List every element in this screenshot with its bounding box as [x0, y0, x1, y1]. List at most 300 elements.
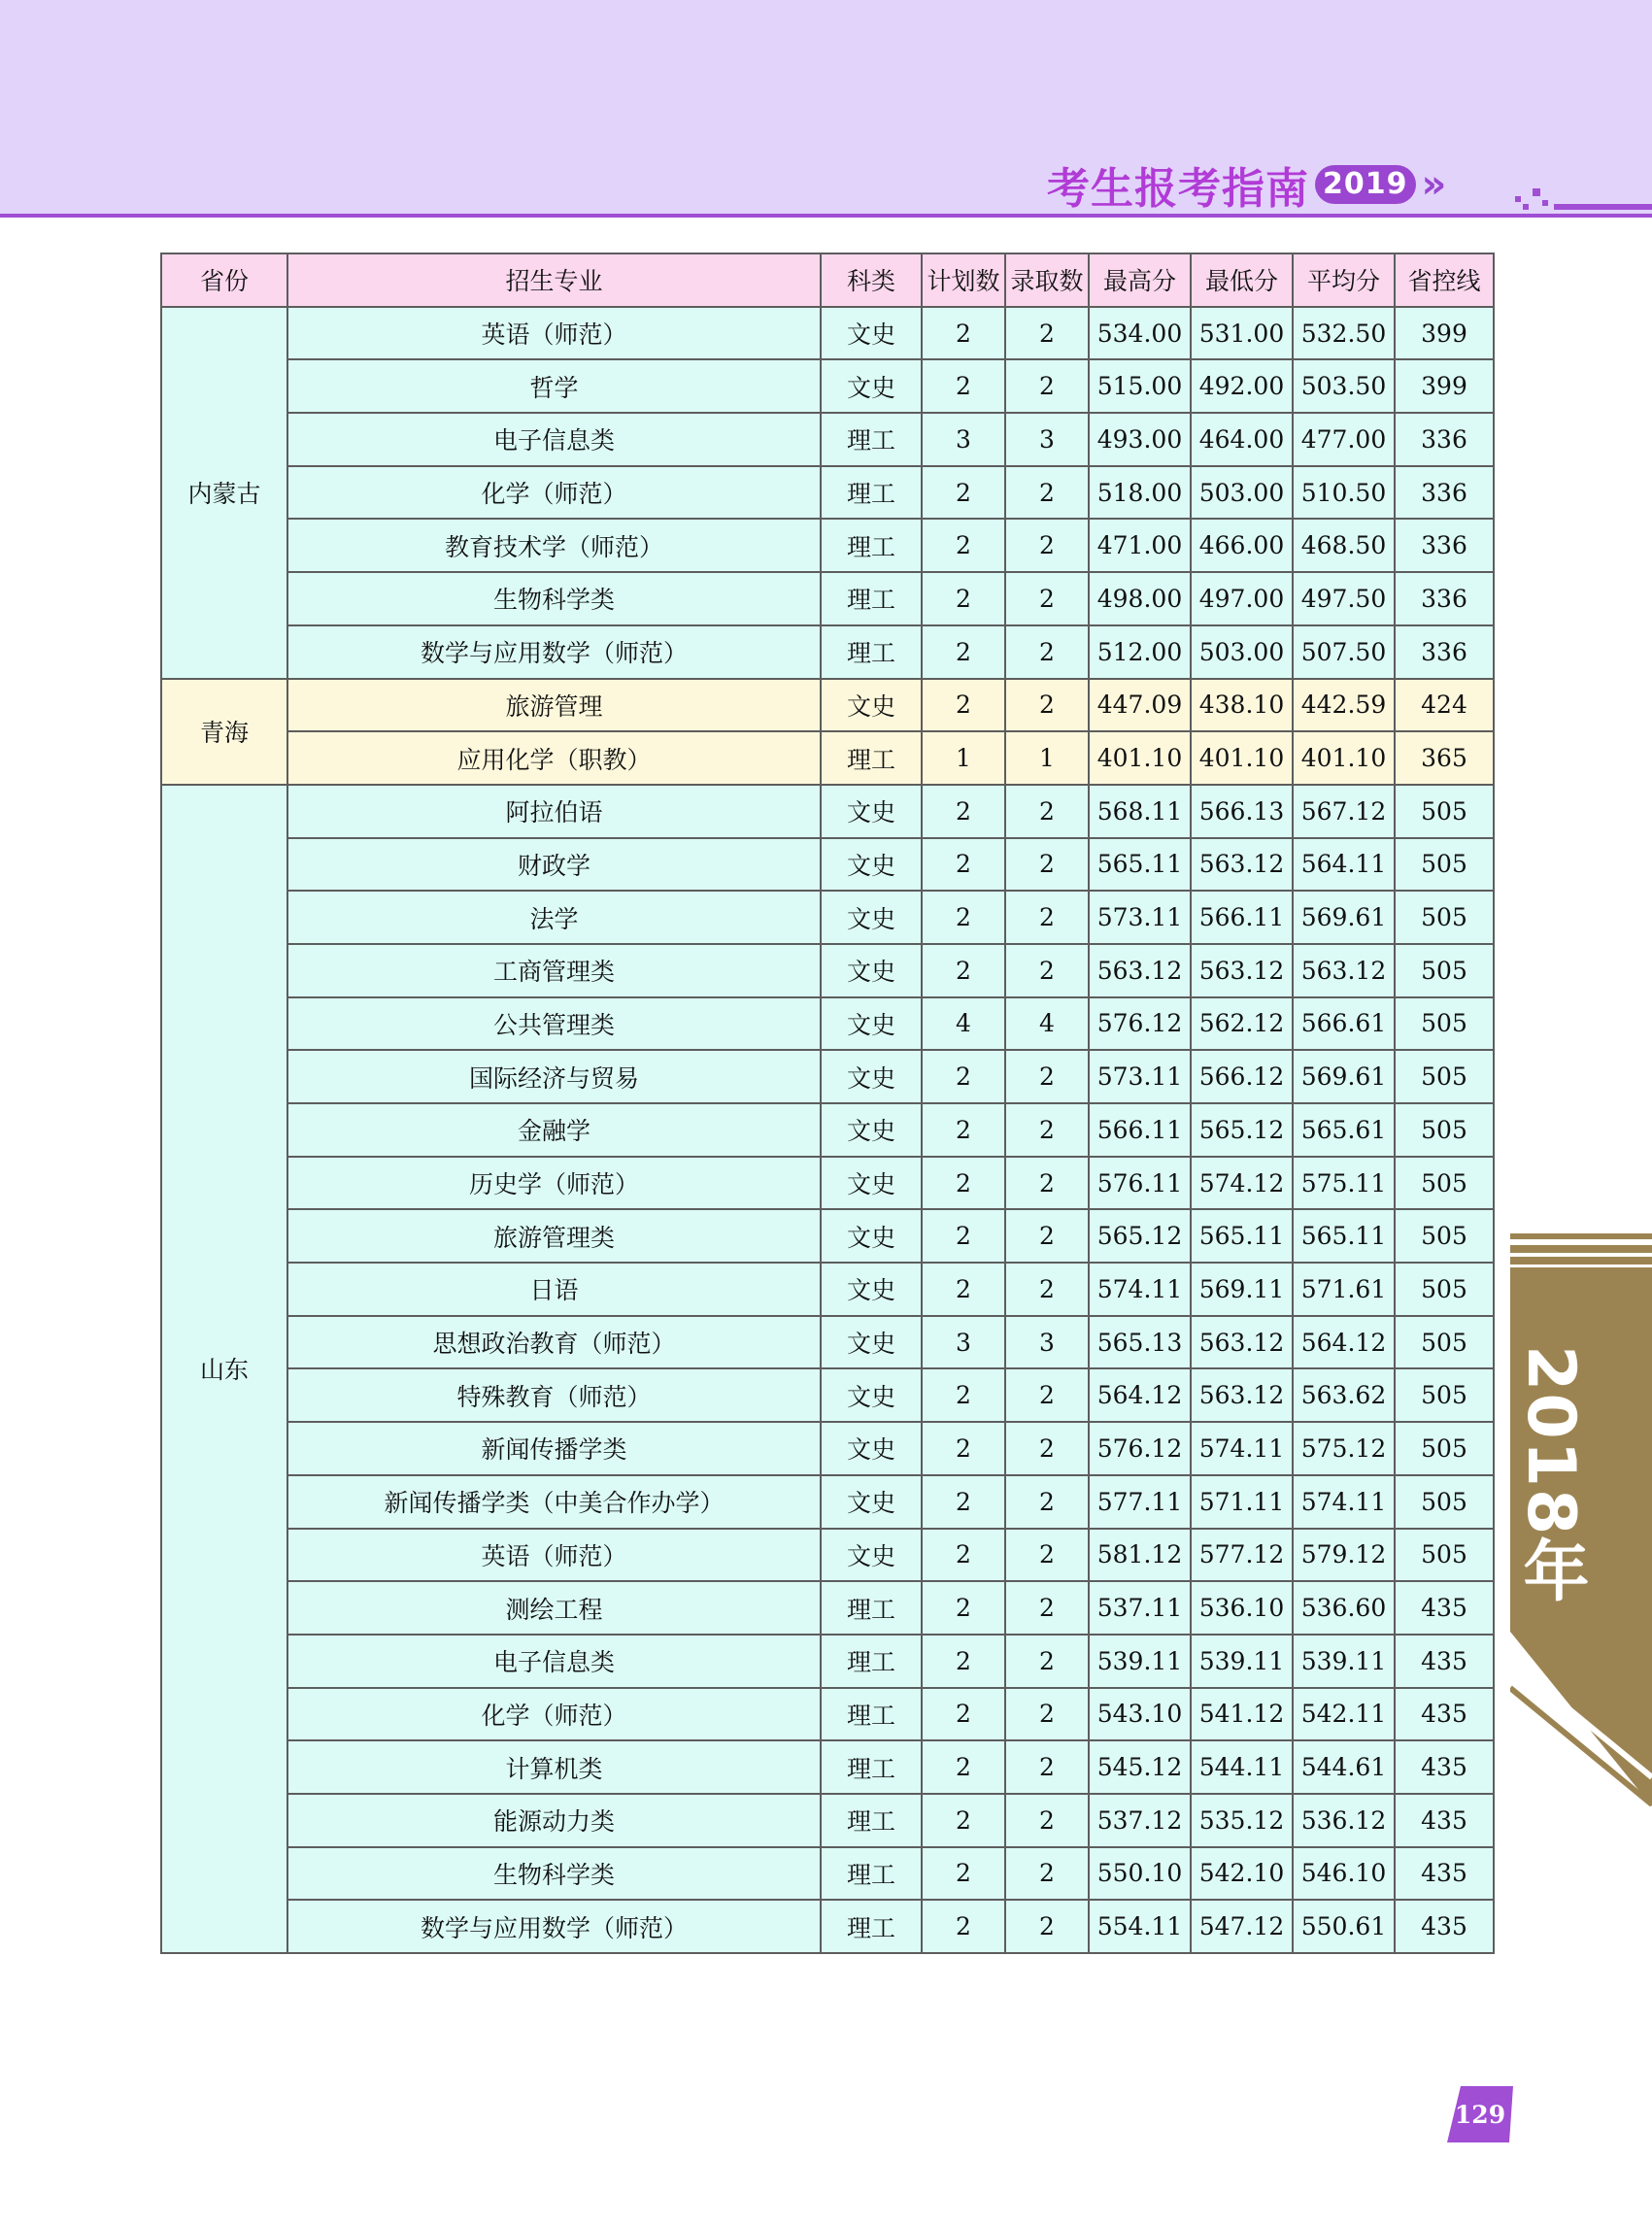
- major-cell: 教育技术学（师范）: [287, 519, 821, 572]
- admitted-count-cell: 2: [1005, 359, 1089, 413]
- table-row: [161, 1422, 1494, 1475]
- table-row: [161, 785, 1494, 838]
- column-header: 最高分: [1089, 253, 1191, 307]
- column-header: 科类: [821, 253, 922, 307]
- admitted-count-cell: 2: [1005, 466, 1089, 520]
- control-line-cell: 505: [1395, 1368, 1494, 1422]
- avg-score-cell: 575.12: [1293, 1422, 1395, 1475]
- admitted-count-cell: 2: [1005, 519, 1089, 572]
- table-row: [161, 1688, 1494, 1741]
- table-row: [161, 1209, 1494, 1263]
- max-score-cell: 577.11: [1089, 1475, 1191, 1529]
- plan-count-cell: 2: [922, 1688, 1005, 1741]
- table-row: [161, 731, 1494, 785]
- major-cell: 应用化学（职教）: [287, 731, 821, 785]
- pixel-decoration-icon: [1515, 175, 1652, 218]
- min-score-cell: 531.00: [1191, 307, 1293, 360]
- max-score-cell: 512.00: [1089, 625, 1191, 679]
- major-cell: 思想政治教育（师范）: [287, 1316, 821, 1369]
- max-score-cell: 573.11: [1089, 891, 1191, 944]
- major-cell: 数学与应用数学（师范）: [287, 1900, 821, 1953]
- control-line-cell: 424: [1395, 679, 1494, 732]
- avg-score-cell: 468.50: [1293, 519, 1395, 572]
- admitted-count-cell: 2: [1005, 1209, 1089, 1263]
- table-row: [161, 519, 1494, 572]
- plan-count-cell: 3: [922, 413, 1005, 466]
- control-line-cell: 435: [1395, 1740, 1494, 1794]
- category-cell: 文史: [821, 997, 922, 1051]
- control-line-cell: 505: [1395, 1209, 1494, 1263]
- table-row: [161, 1635, 1494, 1688]
- control-line-cell: 505: [1395, 1316, 1494, 1369]
- admitted-count-cell: 2: [1005, 625, 1089, 679]
- page-number: 129: [1454, 2100, 1506, 2129]
- control-line-cell: 435: [1395, 1688, 1494, 1741]
- min-score-cell: 464.00: [1191, 413, 1293, 466]
- min-score-cell: 544.11: [1191, 1740, 1293, 1794]
- max-score-cell: 563.12: [1089, 944, 1191, 997]
- max-score-cell: 534.00: [1089, 307, 1191, 360]
- admitted-count-cell: 2: [1005, 1050, 1089, 1103]
- plan-count-cell: 2: [922, 1475, 1005, 1529]
- admitted-count-cell: 2: [1005, 1794, 1089, 1847]
- major-cell: 金融学: [287, 1103, 821, 1157]
- plan-count-cell: 2: [922, 1900, 1005, 1953]
- category-cell: 文史: [821, 1263, 922, 1316]
- max-score-cell: 564.12: [1089, 1368, 1191, 1422]
- column-header: 录取数: [1005, 253, 1089, 307]
- control-line-cell: 399: [1395, 359, 1494, 413]
- avg-score-cell: 442.59: [1293, 679, 1395, 732]
- column-header: 省控线: [1395, 253, 1494, 307]
- plan-count-cell: 2: [922, 466, 1005, 520]
- header-title: [1047, 155, 1447, 214]
- admitted-count-cell: 2: [1005, 1688, 1089, 1741]
- table-row: [161, 1847, 1494, 1901]
- control-line-cell: 505: [1395, 785, 1494, 838]
- table-row: [161, 891, 1494, 944]
- avg-score-cell: 536.12: [1293, 1794, 1395, 1847]
- avg-score-cell: 550.61: [1293, 1900, 1395, 1953]
- table-row: [161, 466, 1494, 520]
- category-cell: 文史: [821, 1157, 922, 1210]
- avg-score-cell: 497.50: [1293, 572, 1395, 625]
- major-cell: 旅游管理类: [287, 1209, 821, 1263]
- table-row: [161, 1368, 1494, 1422]
- table-row: [161, 679, 1494, 732]
- min-score-cell: 574.12: [1191, 1157, 1293, 1210]
- control-line-cell: 336: [1395, 572, 1494, 625]
- province-cell: 山东: [161, 785, 287, 1953]
- plan-count-cell: 2: [922, 1794, 1005, 1847]
- major-cell: 特殊教育（师范）: [287, 1368, 821, 1422]
- category-cell: 文史: [821, 679, 922, 732]
- major-cell: 能源动力类: [287, 1794, 821, 1847]
- table-row: [161, 572, 1494, 625]
- min-score-cell: 438.10: [1191, 679, 1293, 732]
- plan-count-cell: 2: [922, 1635, 1005, 1688]
- major-cell: 新闻传播学类（中美合作办学）: [287, 1475, 821, 1529]
- admitted-count-cell: 2: [1005, 1103, 1089, 1157]
- table-row: [161, 944, 1494, 997]
- min-score-cell: 547.12: [1191, 1900, 1293, 1953]
- chevron-arrows-icon: »: [1421, 162, 1448, 207]
- category-cell: 文史: [821, 838, 922, 892]
- major-cell: 电子信息类: [287, 1635, 821, 1688]
- plan-count-cell: 2: [922, 1529, 1005, 1582]
- admitted-count-cell: 3: [1005, 1316, 1089, 1369]
- major-cell: 测绘工程: [287, 1581, 821, 1635]
- table-row: [161, 1050, 1494, 1103]
- control-line-cell: 505: [1395, 997, 1494, 1051]
- major-cell: 生物科学类: [287, 1847, 821, 1901]
- max-score-cell: 498.00: [1089, 572, 1191, 625]
- category-cell: 理工: [821, 413, 922, 466]
- plan-count-cell: 2: [922, 519, 1005, 572]
- plan-count-cell: 2: [922, 1209, 1005, 1263]
- max-score-cell: 576.12: [1089, 997, 1191, 1051]
- major-cell: 数学与应用数学（师范）: [287, 625, 821, 679]
- admitted-count-cell: 2: [1005, 307, 1089, 360]
- plan-count-cell: 2: [922, 1263, 1005, 1316]
- min-score-cell: 563.12: [1191, 944, 1293, 997]
- control-line-cell: 365: [1395, 731, 1494, 785]
- max-score-cell: 543.10: [1089, 1688, 1191, 1741]
- major-cell: 电子信息类: [287, 413, 821, 466]
- table-row: [161, 1900, 1494, 1953]
- table-row: [161, 413, 1494, 466]
- admitted-count-cell: 2: [1005, 944, 1089, 997]
- max-score-cell: 565.11: [1089, 838, 1191, 892]
- category-cell: 文史: [821, 359, 922, 413]
- plan-count-cell: 2: [922, 1157, 1005, 1210]
- plan-count-cell: 2: [922, 679, 1005, 732]
- admitted-count-cell: 2: [1005, 1368, 1089, 1422]
- table-header-row: [161, 253, 1494, 307]
- min-score-cell: 574.11: [1191, 1422, 1293, 1475]
- max-score-cell: 471.00: [1089, 519, 1191, 572]
- control-line-cell: 505: [1395, 1050, 1494, 1103]
- avg-score-cell: 507.50: [1293, 625, 1395, 679]
- min-score-cell: 566.11: [1191, 891, 1293, 944]
- category-cell: 理工: [821, 1581, 922, 1635]
- avg-score-cell: 510.50: [1293, 466, 1395, 520]
- major-cell: 英语（师范）: [287, 1529, 821, 1582]
- control-line-cell: 336: [1395, 413, 1494, 466]
- table-row: [161, 1475, 1494, 1529]
- avg-score-cell: 575.11: [1293, 1157, 1395, 1210]
- control-line-cell: 435: [1395, 1581, 1494, 1635]
- max-score-cell: 565.12: [1089, 1209, 1191, 1263]
- category-cell: 理工: [821, 1688, 922, 1741]
- table-body: [161, 307, 1494, 1953]
- control-line-cell: 505: [1395, 1529, 1494, 1582]
- avg-score-cell: 579.12: [1293, 1529, 1395, 1582]
- admitted-count-cell: 2: [1005, 1263, 1089, 1316]
- category-cell: 理工: [821, 625, 922, 679]
- control-line-cell: 505: [1395, 891, 1494, 944]
- avg-score-cell: 564.11: [1293, 838, 1395, 892]
- min-score-cell: 535.12: [1191, 1794, 1293, 1847]
- avg-score-cell: 565.61: [1293, 1103, 1395, 1157]
- major-cell: 日语: [287, 1263, 821, 1316]
- plan-count-cell: 2: [922, 1847, 1005, 1901]
- max-score-cell: 545.12: [1089, 1740, 1191, 1794]
- admitted-count-cell: 3: [1005, 413, 1089, 466]
- major-cell: 计算机类: [287, 1740, 821, 1794]
- avg-score-cell: 546.10: [1293, 1847, 1395, 1901]
- avg-score-cell: 503.50: [1293, 359, 1395, 413]
- plan-count-cell: 2: [922, 307, 1005, 360]
- category-cell: 文史: [821, 891, 922, 944]
- min-score-cell: 497.00: [1191, 572, 1293, 625]
- avg-score-cell: 565.11: [1293, 1209, 1395, 1263]
- category-cell: 理工: [821, 572, 922, 625]
- max-score-cell: 576.12: [1089, 1422, 1191, 1475]
- table-row: [161, 625, 1494, 679]
- header-rule: [0, 214, 1652, 218]
- max-score-cell: 537.12: [1089, 1794, 1191, 1847]
- min-score-cell: 577.12: [1191, 1529, 1293, 1582]
- major-cell: 国际经济与贸易: [287, 1050, 821, 1103]
- control-line-cell: 505: [1395, 1157, 1494, 1210]
- control-line-cell: 505: [1395, 1475, 1494, 1529]
- max-score-cell: 515.00: [1089, 359, 1191, 413]
- min-score-cell: 503.00: [1191, 466, 1293, 520]
- avg-score-cell: 401.10: [1293, 731, 1395, 785]
- min-score-cell: 571.11: [1191, 1475, 1293, 1529]
- admitted-count-cell: 2: [1005, 785, 1089, 838]
- plan-count-cell: 2: [922, 1740, 1005, 1794]
- admitted-count-cell: 4: [1005, 997, 1089, 1051]
- max-score-cell: 537.11: [1089, 1581, 1191, 1635]
- column-header: 最低分: [1191, 253, 1293, 307]
- avg-score-cell: 563.62: [1293, 1368, 1395, 1422]
- table-row: [161, 1581, 1494, 1635]
- plan-count-cell: 2: [922, 625, 1005, 679]
- major-cell: 英语（师范）: [287, 307, 821, 360]
- avg-score-cell: 544.61: [1293, 1740, 1395, 1794]
- plan-count-cell: 2: [922, 1103, 1005, 1157]
- category-cell: 文史: [821, 1316, 922, 1369]
- min-score-cell: 565.11: [1191, 1209, 1293, 1263]
- table-row: [161, 307, 1494, 360]
- max-score-cell: 581.12: [1089, 1529, 1191, 1582]
- table-row: [161, 838, 1494, 892]
- admitted-count-cell: 2: [1005, 1529, 1089, 1582]
- min-score-cell: 562.12: [1191, 997, 1293, 1051]
- major-cell: 化学（师范）: [287, 1688, 821, 1741]
- admitted-count-cell: 2: [1005, 838, 1089, 892]
- max-score-cell: 566.11: [1089, 1103, 1191, 1157]
- control-line-cell: 505: [1395, 1422, 1494, 1475]
- min-score-cell: 565.12: [1191, 1103, 1293, 1157]
- min-score-cell: 563.12: [1191, 1316, 1293, 1369]
- admitted-count-cell: 2: [1005, 1475, 1089, 1529]
- plan-count-cell: 4: [922, 997, 1005, 1051]
- max-score-cell: 550.10: [1089, 1847, 1191, 1901]
- category-cell: 理工: [821, 1794, 922, 1847]
- avg-score-cell: 539.11: [1293, 1635, 1395, 1688]
- max-score-cell: 554.11: [1089, 1900, 1191, 1953]
- table-row: [161, 1740, 1494, 1794]
- avg-score-cell: 536.60: [1293, 1581, 1395, 1635]
- control-line-cell: 435: [1395, 1847, 1494, 1901]
- control-line-cell: 336: [1395, 519, 1494, 572]
- avg-score-cell: 574.11: [1293, 1475, 1395, 1529]
- avg-score-cell: 567.12: [1293, 785, 1395, 838]
- major-cell: 公共管理类: [287, 997, 821, 1051]
- table-row: [161, 1529, 1494, 1582]
- column-header: 招生专业: [287, 253, 821, 307]
- avg-score-cell: 532.50: [1293, 307, 1395, 360]
- table-row: [161, 1794, 1494, 1847]
- category-cell: 文史: [821, 1475, 922, 1529]
- min-score-cell: 563.12: [1191, 1368, 1293, 1422]
- control-line-cell: 435: [1395, 1900, 1494, 1953]
- category-cell: 理工: [821, 466, 922, 520]
- admission-scores-table: [160, 253, 1495, 1954]
- min-score-cell: 539.11: [1191, 1635, 1293, 1688]
- plan-count-cell: 2: [922, 1050, 1005, 1103]
- max-score-cell: 447.09: [1089, 679, 1191, 732]
- min-score-cell: 566.12: [1191, 1050, 1293, 1103]
- table-row: [161, 997, 1494, 1051]
- avg-score-cell: 564.12: [1293, 1316, 1395, 1369]
- control-line-cell: 399: [1395, 307, 1494, 360]
- max-score-cell: 493.00: [1089, 413, 1191, 466]
- column-header: 省份: [161, 253, 287, 307]
- max-score-cell: 573.11: [1089, 1050, 1191, 1103]
- major-cell: 法学: [287, 891, 821, 944]
- admitted-count-cell: 2: [1005, 1740, 1089, 1794]
- major-cell: 旅游管理: [287, 679, 821, 732]
- max-score-cell: 565.13: [1089, 1316, 1191, 1369]
- min-score-cell: 541.12: [1191, 1688, 1293, 1741]
- admitted-count-cell: 2: [1005, 1581, 1089, 1635]
- avg-score-cell: 477.00: [1293, 413, 1395, 466]
- min-score-cell: 466.00: [1191, 519, 1293, 572]
- min-score-cell: 492.00: [1191, 359, 1293, 413]
- avg-score-cell: 542.11: [1293, 1688, 1395, 1741]
- category-cell: 理工: [821, 519, 922, 572]
- control-line-cell: 505: [1395, 1103, 1494, 1157]
- admitted-count-cell: 2: [1005, 1847, 1089, 1901]
- major-cell: 财政学: [287, 838, 821, 892]
- major-cell: 化学（师范）: [287, 466, 821, 520]
- plan-count-cell: 2: [922, 944, 1005, 997]
- plan-count-cell: 2: [922, 572, 1005, 625]
- max-score-cell: 539.11: [1089, 1635, 1191, 1688]
- category-cell: 文史: [821, 785, 922, 838]
- admitted-count-cell: 2: [1005, 572, 1089, 625]
- avg-score-cell: 566.61: [1293, 997, 1395, 1051]
- header-title-text: 考生报考指南: [1047, 164, 1309, 214]
- control-line-cell: 336: [1395, 466, 1494, 520]
- control-line-cell: 505: [1395, 1263, 1494, 1316]
- plan-count-cell: 2: [922, 1368, 1005, 1422]
- admitted-count-cell: 2: [1005, 679, 1089, 732]
- plan-count-cell: 3: [922, 1316, 1005, 1369]
- year-side-tab-label: 2018年: [1512, 1345, 1589, 1605]
- plan-count-cell: 2: [922, 838, 1005, 892]
- category-cell: 文史: [821, 944, 922, 997]
- category-cell: 文史: [821, 307, 922, 360]
- admitted-count-cell: 2: [1005, 1635, 1089, 1688]
- min-score-cell: 569.11: [1191, 1263, 1293, 1316]
- major-cell: 新闻传播学类: [287, 1422, 821, 1475]
- min-score-cell: 503.00: [1191, 625, 1293, 679]
- min-score-cell: 563.12: [1191, 838, 1293, 892]
- max-score-cell: 518.00: [1089, 466, 1191, 520]
- avg-score-cell: 571.61: [1293, 1263, 1395, 1316]
- plan-count-cell: 2: [922, 1581, 1005, 1635]
- control-line-cell: 336: [1395, 625, 1494, 679]
- max-score-cell: 568.11: [1089, 785, 1191, 838]
- category-cell: 理工: [821, 1740, 922, 1794]
- category-cell: 理工: [821, 1635, 922, 1688]
- category-cell: 文史: [821, 1529, 922, 1582]
- min-score-cell: 401.10: [1191, 731, 1293, 785]
- major-cell: 工商管理类: [287, 944, 821, 997]
- control-line-cell: 505: [1395, 944, 1494, 997]
- plan-count-cell: 2: [922, 785, 1005, 838]
- table-row: [161, 1157, 1494, 1210]
- category-cell: 文史: [821, 1050, 922, 1103]
- min-score-cell: 542.10: [1191, 1847, 1293, 1901]
- control-line-cell: 435: [1395, 1635, 1494, 1688]
- admitted-count-cell: 2: [1005, 1422, 1089, 1475]
- min-score-cell: 566.13: [1191, 785, 1293, 838]
- major-cell: 哲学: [287, 359, 821, 413]
- major-cell: 阿拉伯语: [287, 785, 821, 838]
- major-cell: 生物科学类: [287, 572, 821, 625]
- table-row: [161, 1263, 1494, 1316]
- category-cell: 文史: [821, 1103, 922, 1157]
- category-cell: 文史: [821, 1368, 922, 1422]
- max-score-cell: 401.10: [1089, 731, 1191, 785]
- max-score-cell: 574.11: [1089, 1263, 1191, 1316]
- province-cell: 青海: [161, 679, 287, 785]
- max-score-cell: 576.11: [1089, 1157, 1191, 1210]
- plan-count-cell: 2: [922, 1422, 1005, 1475]
- avg-score-cell: 569.61: [1293, 1050, 1395, 1103]
- column-header: 计划数: [922, 253, 1005, 307]
- admitted-count-cell: 1: [1005, 731, 1089, 785]
- table-row: [161, 359, 1494, 413]
- table-row: [161, 1316, 1494, 1369]
- plan-count-cell: 2: [922, 359, 1005, 413]
- category-cell: 理工: [821, 1847, 922, 1901]
- min-score-cell: 536.10: [1191, 1581, 1293, 1635]
- plan-count-cell: 2: [922, 891, 1005, 944]
- plan-count-cell: 1: [922, 731, 1005, 785]
- avg-score-cell: 563.12: [1293, 944, 1395, 997]
- category-cell: 文史: [821, 1209, 922, 1263]
- major-cell: 历史学（师范）: [287, 1157, 821, 1210]
- header-year-badge: 2019: [1315, 165, 1416, 204]
- avg-score-cell: 569.61: [1293, 891, 1395, 944]
- category-cell: 理工: [821, 731, 922, 785]
- column-header: 平均分: [1293, 253, 1395, 307]
- province-cell: 内蒙古: [161, 307, 287, 679]
- category-cell: 文史: [821, 1422, 922, 1475]
- control-line-cell: 435: [1395, 1794, 1494, 1847]
- category-cell: 理工: [821, 1900, 922, 1953]
- table-row: [161, 1103, 1494, 1157]
- admitted-count-cell: 2: [1005, 891, 1089, 944]
- admitted-count-cell: 2: [1005, 1157, 1089, 1210]
